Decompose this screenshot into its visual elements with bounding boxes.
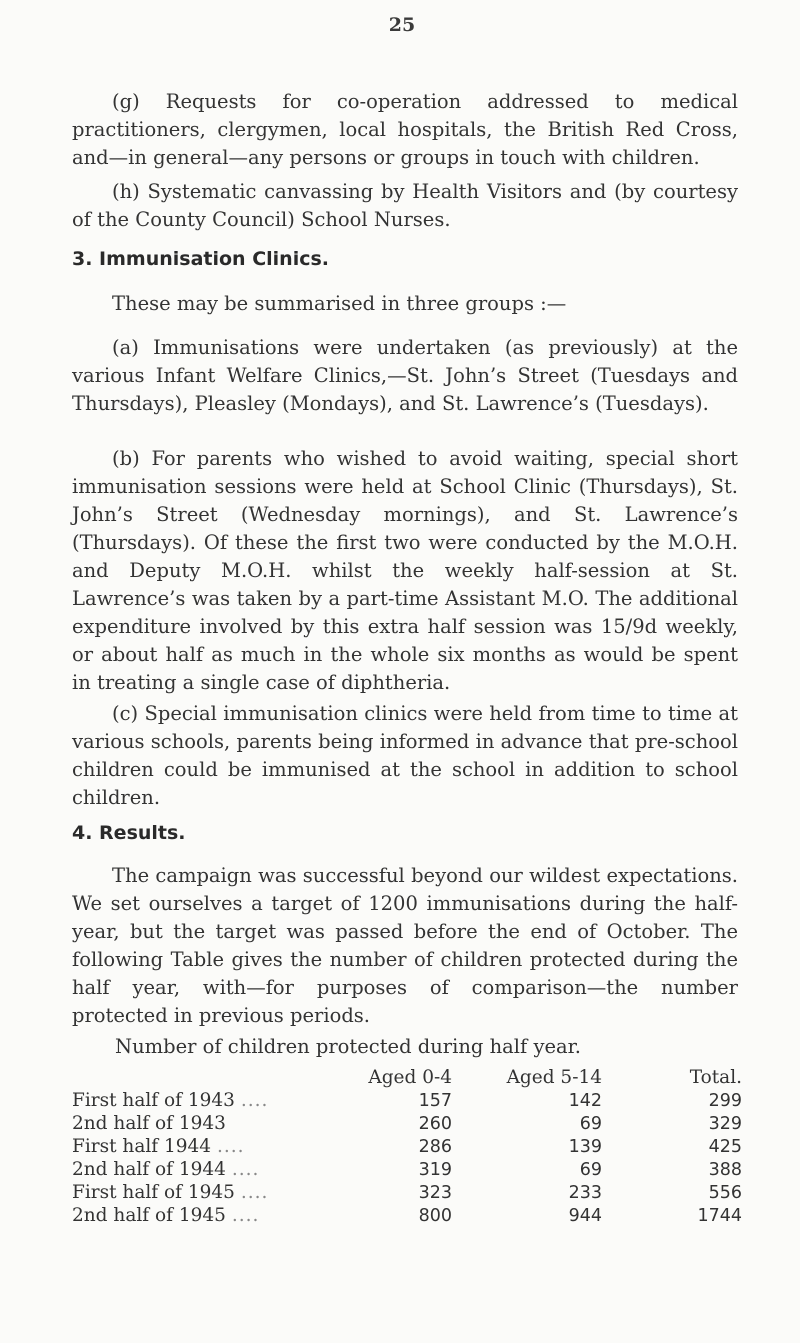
row-aged-5-14: 142 <box>568 1090 602 1111</box>
paragraph-3b: (b) For parents who wished to avoid waiting, special short immunisation sessions were held at School Clinic (Thursdays), St. John’s Street (Wednesday mornings), and St. Lawrence’s (Thursdays). Of these the first two were conducted by the M.O.H. and Deputy M.O.H. whilst the weekly half-session at St. Lawrence’s was taken by a part-time Assistant M.O. The additional expenditure involved by this extra half session was 15/9d weekly, or about half as much in the whole six months as would be spent in treating a single case of diphtheria. <box>72 447 738 694</box>
row-aged-0-4: 800 <box>418 1205 452 1226</box>
row-aged-0-4: 260 <box>418 1113 452 1134</box>
row-total: 556 <box>708 1182 742 1203</box>
paragraph-g: (g) Requests for co-operation addressed to medical practitioners, clergymen, local hospitals, the British Red Cross, and—in general—any persons or groups in touch with children. <box>72 90 738 169</box>
row-total: 1744 <box>697 1205 742 1226</box>
row-aged-5-14: 69 <box>579 1113 602 1134</box>
row-aged-5-14: 69 <box>579 1159 602 1180</box>
paragraph-3a: (a) Immunisations were undertaken (as previously) at the various Infant Welfare Clinics,—St. John’s Street (Tuesdays and Thursdays), Pleasley (Mondays), and St. Lawrence’s (Tuesdays). <box>72 336 738 415</box>
table-row <box>72 1112 742 1135</box>
row-aged-0-4: 319 <box>418 1159 452 1180</box>
row-aged-0-4: 286 <box>418 1136 452 1157</box>
table-row <box>72 1158 742 1181</box>
immunisation-results-table <box>72 1066 742 1227</box>
table-header-row <box>72 1066 742 1089</box>
row-aged-5-14: 944 <box>568 1205 602 1226</box>
row-total: 388 <box>708 1159 742 1180</box>
row-aged-0-4: 157 <box>418 1090 452 1111</box>
row-period: First half of 1943 .... <box>72 1090 269 1111</box>
row-aged-0-4: 323 <box>418 1182 452 1203</box>
row-period: First half of 1945 .... <box>72 1182 269 1203</box>
page-number: 25 <box>388 14 416 36</box>
section-3-intro: These may be summarised in three groups :— <box>112 292 567 315</box>
row-period: 2nd half of 1945 .... <box>72 1205 260 1226</box>
paragraph-4-results: The campaign was successful beyond our wildest expectations. We set ourselves a target of 1200 immunisations during the half-year, but the target was passed before the end of October. The following Table gives the number of children protected during the half year, with—for purposes of comparison—the number protected in previous periods. <box>72 864 738 1027</box>
paragraph-3c: (c) Special immunisation clinics were held from time to time at various schools, parents being informed in advance that pre-school children could be immunised at the school in addition to school children. <box>72 702 738 809</box>
row-period: 2nd half of 1943 <box>72 1113 226 1134</box>
row-total: 425 <box>708 1136 742 1157</box>
table-caption: Number of children protected during half year. <box>115 1035 582 1058</box>
row-period: 2nd half of 1944 .... <box>72 1159 260 1180</box>
table-row <box>72 1135 742 1158</box>
row-period: First half 1944 .... <box>72 1136 245 1157</box>
table-row <box>72 1089 742 1112</box>
paragraph-h: (h) Systematic canvassing by Health Visitors and (by courtesy of the County Council) School Nurses. <box>72 180 738 231</box>
table-header-total: Total. <box>689 1067 742 1088</box>
row-aged-5-14: 233 <box>568 1182 602 1203</box>
section-4-heading: 4. Results. <box>72 822 186 844</box>
table-row <box>72 1181 742 1204</box>
table-header-aged-5-14: Aged 5-14 <box>506 1067 602 1088</box>
table-header-aged-0-4: Aged 0-4 <box>368 1067 452 1088</box>
row-total: 299 <box>708 1090 742 1111</box>
row-aged-5-14: 139 <box>568 1136 602 1157</box>
table-header-period <box>72 1066 312 1089</box>
section-3-heading: 3. Immunisation Clinics. <box>72 248 330 270</box>
row-total: 329 <box>708 1113 742 1134</box>
table-row <box>72 1204 742 1227</box>
